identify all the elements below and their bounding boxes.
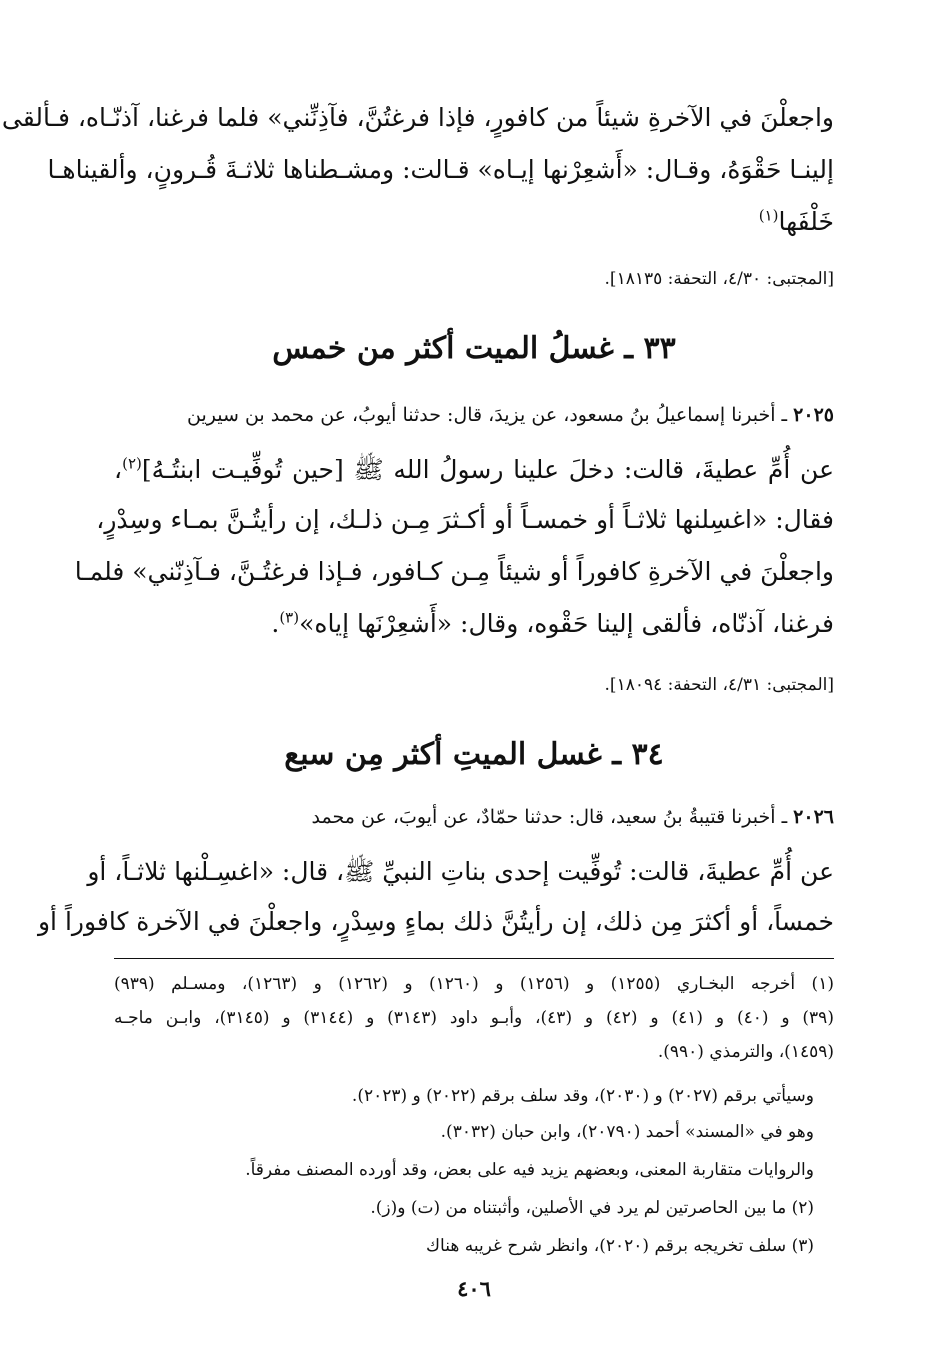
footnote-line: (٢) ما بين الحاصرتين لم يرد في الأصلين، وأثبتناه من (ت) و(ز). xyxy=(370,1198,814,1218)
footnote-line: وسيأتي برقم (٢٠٢٧) و (٢٠٣٠)، وقد سلف برقم (٢٠٢٢) و (٢٠٢٣). xyxy=(351,1086,814,1106)
hadith-isnad xyxy=(114,400,834,430)
text-line: إلينـا حَقْوَهُ، وقـال: «أَشعِرْنها إيـاه» قـالت: ومشـطناها ثلاثـةَ قُـرونٍ، وألقيناهـا xyxy=(47,155,834,184)
reference-citation: [المجتبى: ٤/٣١، التحفة: ١٨٠٩٤]. xyxy=(604,675,834,695)
text-line xyxy=(114,604,834,644)
text-span: ، xyxy=(114,455,123,484)
text-line: واجعلْنَ في الآخرةِ كافوراً أو شيئاً مِـن كـافور، فـإذا فرغتُـنَّ، فـآذِنّني» فلمـا xyxy=(74,557,834,586)
footnote-marker: (٣) xyxy=(279,608,300,627)
text-span: ـ أخبرنا إسماعيلُ بنُ مسعود، عن يزيدَ، قال: حدثنا أيوبُ، عن محمد بن سيرين xyxy=(187,404,794,426)
hadith-number: ٢٠٢٦ xyxy=(793,806,834,828)
hadith-isnad xyxy=(114,802,834,832)
footnote-line: (١٤٥٩)، والترمذي (٩٩٠). xyxy=(657,1042,834,1062)
footnote-line: والروايات متقاربة المعنى، وبعضهم يزيد فيه على بعض، وقد أورده المصنف مفرقاً. xyxy=(245,1160,814,1180)
text-line: فقال: «اغسِلنها ثلاثـاً أو خمسـاً أو أكـثرَ مِـن ذلـك، إن رأيتُـنَّ بمـاء وسِدْرٍ، xyxy=(96,505,834,534)
hadith-number: ٢٠٢٥ xyxy=(793,404,834,426)
text-span: . xyxy=(271,609,280,638)
footnote-line: (١) أخرجه البخـاري (١٢٥٥) و (١٢٥٦) و (١٢٦٠) و (١٢٦٢) و (١٢٦٣)، ومسـلم (٩٣٩) xyxy=(114,974,834,994)
text-span: ـ أخبرنا قتيبةُ بنُ سعيد، قال: حدثنا حمّادٌ، عن أيوبَ، عن محمد xyxy=(311,806,794,828)
footnote-divider xyxy=(114,958,834,959)
page-number: ٤٠٦ xyxy=(457,1276,491,1301)
footnote-line: (٣) سلف تخريجه برقم (٢٠٢٠)، وانظر شرح غريبه هناك xyxy=(426,1236,814,1256)
text-span: عن أُمِّ عطيةَ، قالت: دخلَ علينا رسولُ الله ﷺ [حين تُوفِّيـت ابنتُـهُ] xyxy=(141,455,834,484)
footnote-marker: (١) xyxy=(758,206,779,225)
text-line xyxy=(114,202,834,242)
chapter-heading: ٣٣ ـ غسلُ الميت أكثر من خمس xyxy=(272,331,676,366)
footnote-marker: (٢) xyxy=(122,454,142,473)
text-line: واجعلْنَ في الآخرةِ شيئاً من كافورٍ، فإذا فرغتُنَّ، فآذِنِّني» فلما فرغنا، آذنّـاه، فـألقى xyxy=(1,103,834,132)
footnote-line: (٣٩) و (٤٠) و (٤١) و (٤٢) و (٤٣)، وأبـو داود (٣١٤٣) و (٣١٤٤) و (٣١٤٥)، وابـن ماجـه xyxy=(114,1008,834,1028)
text-span: خَلْفَها xyxy=(778,207,834,236)
text-line: خمساً، أو أكثرَ مِن ذلك، إن رأيتُنَّ ذلك بماءٍ وسِدْرٍ، واجعلْنَ في الآخرة كافوراً أو xyxy=(37,907,834,936)
footnote-line: وهو في «المسند» أحمد (٢٠٧٩٠)، وابن حبان (٣٠٣٢). xyxy=(440,1122,814,1142)
text-span: فرغنا، آذنّاه، فألقى إلينا حَقْوه، وقال: «أَشعِرْنَها إياه» xyxy=(299,609,834,638)
chapter-heading: ٣٤ ـ غسل الميتِ أكثر مِن سبع xyxy=(284,737,664,772)
text-line xyxy=(114,450,834,490)
text-line: عن أُمِّ عطيةَ، قالت: تُوفِّيت إحدى بناتِ النبيِّ ﷺ، قال: «اغسِـلْنها ثلاثـاً، أو xyxy=(87,857,834,886)
reference-citation: [المجتبى: ٤/٣٠، التحفة: ١٨١٣٥]. xyxy=(604,269,834,289)
